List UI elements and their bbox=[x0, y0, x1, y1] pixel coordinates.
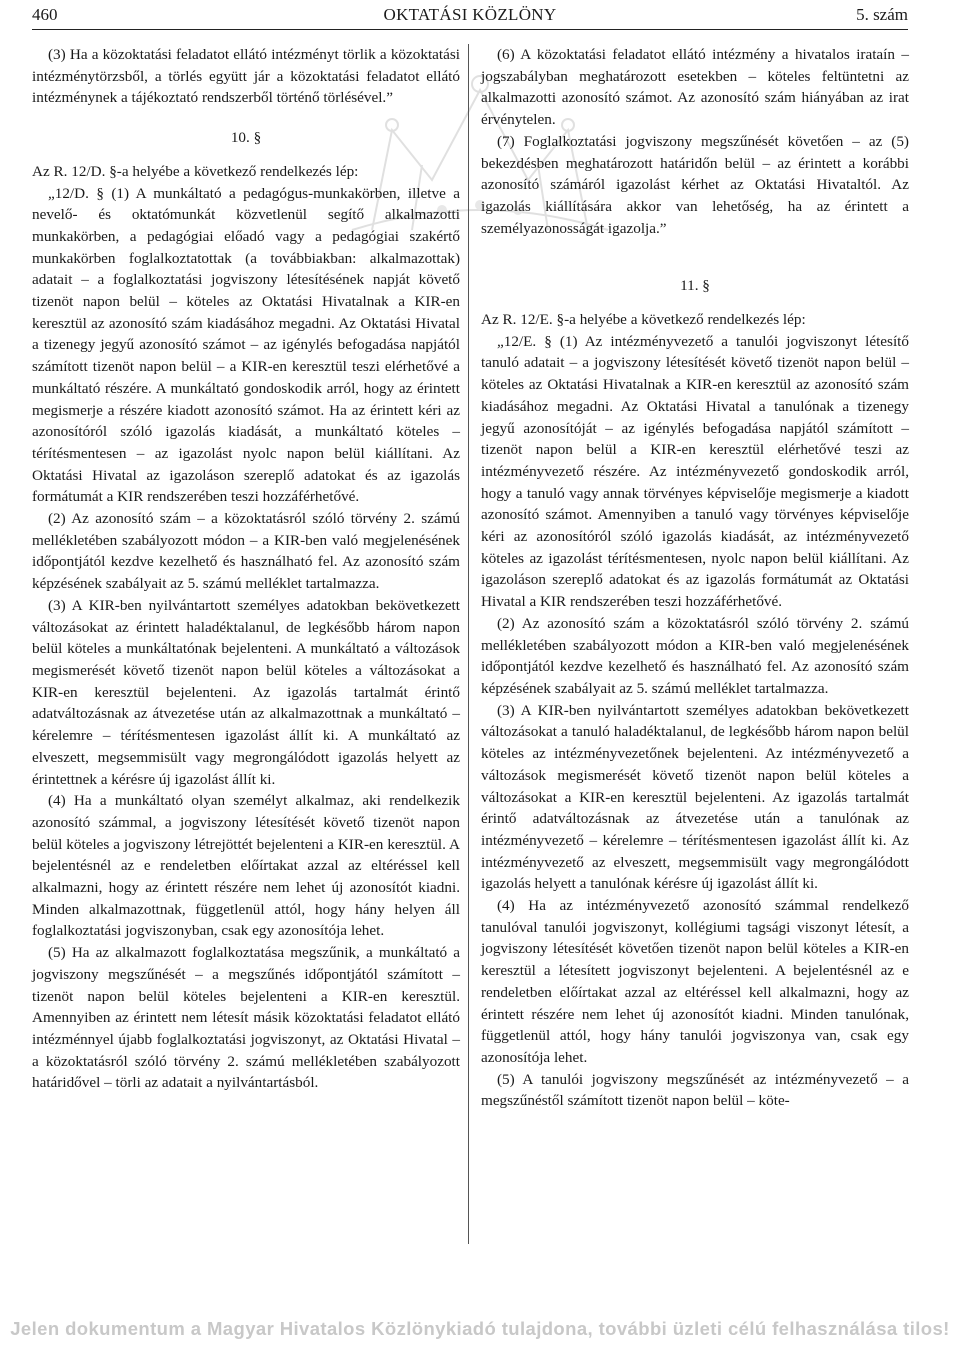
paragraph: (3) Ha a közoktatási feladatot ellátó intézményt törlik a közoktatási intézménytörzsből, a törlés együtt jár a közoktatási feladatot ellátó intézménynek a tájékoztató rendszerből történő törlésével.” bbox=[32, 46, 460, 107]
page-number: 460 bbox=[32, 5, 58, 24]
column-divider bbox=[468, 44, 469, 1244]
paragraph: (4) Ha az intézményvezető azonosító számmal rendelkező tanulóval tanulói jogviszonyt, kollégiumi tagsági viszonyt létesít, a jogviszony létesítését követően tizenöt napon belül köteles a KIR-en keresztül a létesített jogviszonyt bejelenteni. A bejelentésnél az e rendeletben előírtakat azzal az eltéréssel kell alkalmazni, hogy az érintett részére nem lehet új azonosítót kiadni. Minden tanulónak, függetlenül attól, hogy hány tanulói jogviszonya van, csak egy azonosítója lehet. bbox=[481, 897, 909, 1066]
header-rule bbox=[32, 29, 908, 30]
paragraph: (2) Az azonosító szám – a közoktatásról szóló törvény 2. számú mellékletében szabályozott módon – a KIR-ben való megjelenésének időpontjától kezdve kezelhető és használható fel. Az azonosító szám képzésének szabályait az 5. számú melléklet tartalmazza. bbox=[32, 510, 460, 593]
section-heading: 10. § bbox=[230, 129, 262, 147]
amendment-line: Az R. 12/E. §-a helyébe a következő rendelkezés lép: bbox=[481, 311, 806, 329]
left-column bbox=[32, 44, 460, 1094]
paragraph: (3) A KIR-ben nyilvántartott személyes adatokban bekövetkezett változásokat az érintett haladéktalanul, de legkésőbb három napon belül köteles a munkáltatónak bejelenteni. A munkáltató a változások megismerését követő tizenöt napon belül köteles a változásokat a KIR-en keresztül bejelenteni. Az igazolás tartalmát érintő adatváltozásnak az átvezetése után az alkalmazottnak a munkáltató – kérelemre – térítésmentesen igazolást állít ki. A munkáltató az elveszett, megsemmisült vagy megrongálódott igazolás helyett az érintettnek a kérésre új igazolást állít ki. bbox=[32, 596, 460, 788]
paragraph: (4) Ha a munkáltató olyan személyt alkalmaz, aki rendelkezik azonosító számmal, a jogviszony létesítését követő tizenöt napon belül köteles a jogviszony létrejöttét bejelenteni a KIR-en keresztül. A bejelentésnél az e rendeletben előírtakat azzal az eltéréssel kell alkalmazni, hogy az érintett részére nem lehet új azonosítót kiadni. Minden alkalmazottnak, függetlenül attól, hogy hány helyen áll foglalkoztatási jogviszonyban, csak egy azonosítója lehet. bbox=[32, 792, 460, 940]
footer-watermark: Jelen dokumentum a Magyar Hivatalos Közlönykiadó tulajdona, további üzleti célú felhasználása tilos! bbox=[10, 1318, 950, 1339]
paragraph: „12/D. § (1) A munkáltató a pedagógus-munkakörben, illetve a nevelő- és oktatómunkát közvetlenül segítő alkalmazotti munkakörben, a pedagógiai előadó vagy a pedagógiai szakértő munkakörben foglalkoztatottak (a továbbiakban: alkalmazottak) adatait – a foglalkoztatási jogviszony létesítésének napját követő tizenöt napon belül – köteles az Oktatási Hivatalnak a KIR-en keresztül az azonosító szám kiadásához megadni. Az Oktatási Hivatal a tizenegy jegyű azonosító számot – az igénylés befogadása napjától számított tizenöt napon belül – a KIR-en keresztül teszi elérhetővé a munkáltató részére. A munkáltató gondoskodik arról, hogy az érintett megismerje a részére kiadott azonosító számot. Ha az érintett kéri az azonosítóról szóló igazolás kiadását, a munkáltató köteles – térítésmentesen – az igazolást nyolc napon belül kiállítani. Az Oktatási Hivatal az igazoláson szereplő adatokat és az igazolás formátumát a KIR rendszerében teszi hozzáférhetővé. bbox=[32, 184, 460, 506]
paragraph: (5) A tanulói jogviszony megszűnését az intézményvezető – a megszűnéstől számított tizenöt napon belül – köte- bbox=[481, 1070, 909, 1110]
paragraph: (7) Foglalkoztatási jogviszony megszűnését követően – az (5) bekezdésben meghatározott határidőn belül – az érintett a korábbi azonosító számáról igazolást kérhet az Oktatási Hivataltól. Az igazolás kiállítására akkor van lehetőség, ha az érintett a személyazonosságát igazolja.” bbox=[481, 132, 909, 237]
paragraph: (3) A KIR-ben nyilvántartott személyes adatokban bekövetkezett változásokat a tanuló haladéktalanul, de legkésőbb három napon belül köteles az intézményvezetőnek bejelenteni. Az intézményvezető a változások megismerését követő tizenöt napon belül köteles a változásokat a KIR-en keresztül bejelenteni. Az igazolás tartalmát érintő adatváltozásnak az átvezetése után a tanulónak az intézményvezető – kérelemre – térítésmentesen igazolást állít ki. Az intézményvezető az elveszett, megsemmisült vagy megrongálódott igazolás helyett a tanulónak kérésre új igazolást állít ki. bbox=[481, 701, 909, 893]
issue-number: 5. szám bbox=[856, 5, 908, 24]
paragraph: (6) A közoktatási feladatot ellátó intézmény a hivatalos irataín – jogszabályban meghatározott esetekben – köteles feltüntetni az alkalmazotti azonosító számot. Az azonosító szám hiányában az irat érvénytelen. bbox=[481, 46, 909, 129]
amendment-line: Az R. 12/D. §-a helyébe a következő rendelkezés lép: bbox=[32, 162, 359, 180]
paragraph: (2) Az azonosító szám a közoktatásról szóló törvény 2. számú mellékletében szabályozott módon a KIR-ben való megjelenésének időpontjától kezdve kezelhető és használható fel. Az azonosító szám képzésének szabályait az 5. számú melléklet tartalmazza. bbox=[481, 614, 909, 697]
paragraph: „12/E. § (1) Az intézményvezető a tanulói jogviszonyt létesítő tanuló adatait – a jogviszony létesítését követő tizenöt napon belül – köteles az Oktatási Hivatalnak a KIR-en keresztül az azonosító szám kiadásához megadni. Az Oktatási Hivatal a tanulónak a tizenegy jegyű azonosítóját – az igénylés befogadása napjától számított – tizenöt napon belül a KIR-en keresztül elérhetővé teszi az intézményvezető részére. Az intézményvezető gondoskodik arról, hogy a tanuló vagy annak törvényes képviselője megismerje a kiadott azonosító számot. Amennyiben a tanuló vagy törvényes képviselője kéri az azonosítóról szóló igazolás kiadását, az intézményvezető köteles az igazolást térítésmentesen, nyolc napon belül kiállítani. Az igazoláson szereplő adatokat és az igazolás formátumát az Oktatási Hivatal a KIR rendszerében teszi hozzáférhetővé. bbox=[481, 332, 909, 611]
page-header bbox=[32, 4, 908, 26]
journal-title: OKTATÁSI KÖZLÖNY bbox=[383, 5, 557, 24]
section-heading: 11. § bbox=[680, 277, 710, 295]
paragraph: (5) Ha az alkalmazott foglalkoztatása megszűnik, a munkáltató a jogviszony megszűnését – a megszűnés időpontjától számított – tizenöt napon belül köteles bejelenteni a KIR-en keresztül. Amennyiben az érintett nem létesít másik közoktatási feladatot ellátó intézménnyel újabb foglalkoztatási jogviszonyt, az Oktatási Hivatal – a közoktatásról szóló törvény 2. számú mellékletében szabályozott határidővel – törli az adatait a nyilvántartásból. bbox=[32, 944, 460, 1092]
right-column bbox=[481, 44, 909, 1112]
